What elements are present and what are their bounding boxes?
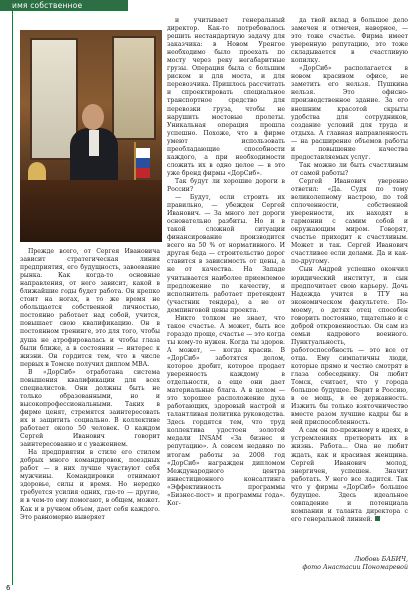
portrait-photo bbox=[20, 30, 162, 242]
photo-person-shirt bbox=[89, 130, 99, 156]
paragraph: «ДорСиб» располагается в новом красивом офисе, не заметить его нельзя. Пушкина нельзя. Это офисно-производственное здание. За его внешним красотой скрыты удобства для сотрудников, создание условий для труда и отдыха. А главная направленность — на расширение объемов работы и повышение качества предоставляемых услуг. bbox=[291, 65, 408, 161]
section-label: имя собственное bbox=[0, 0, 128, 11]
article-column-1 bbox=[20, 248, 160, 566]
paragraph: — Будут, если строить их правильно, — убежден Сергей Иванович. — За много лет дороги основательно разбиты. Но и в такой сложной ситуации финансирование производится всего на 50 % от нормативного. И другая беда — строительство дорог ставится в зависимость от цены, а не от качества. На Западе учитывается наиболее приемлемое предложение по качеству, и исполнитель работает претендент (участник тендера), а не от демпинговой цены проекта. bbox=[167, 194, 285, 314]
photo-person-head bbox=[82, 104, 104, 130]
paragraph: Так можно ли быть счастливым от самой работы? bbox=[291, 161, 408, 177]
photo-credit: фото Анастасии Пономаревой bbox=[302, 564, 408, 571]
paragraph: Сергей Иванович уверенно ответил: «Да. Судя по тому великолепному настрою, по той сплоченности, собственной уверенности, их находят в гармонии с самим собой и окружающим миром. Говорят, счастье приходит к счастливым. Может и так. Сергей Иванович счастливее если делами. Да и как-по-другому. bbox=[291, 177, 408, 266]
paragraph: да твой вклад в большое дело замечен и отмечен, наверное, — это тоже счастье. Фирма имеет уверенную репутацию, это тоже складывается в счастливую копилку. bbox=[291, 17, 408, 65]
paragraph: Сын Андрей успешно окончил юридический институт, и сын предпочитает свою карьеру. Дочь Надежда учится в ТГУ на экономическом факультете. По-моему, о детях отец способен говорить постоянно, тщательно и с доброй откровенностью. Он сам из семьи кадрового военного. Пунктуальность, работоспособность — это все от отца. Ему симпатичны люди, которые прямо и честно смотрят в глаза собеседнику. Он любит Томск, считает, что у города большое будущее. Верит в Россию, в ее мощь, в ее державность. Изжить бы только взяточничество вместе разом лучшие кадры бы в ней приспособленность. bbox=[291, 266, 408, 427]
paragraph: Никто толком не знает, что такое счастье. А может, быть все гораздо проще, счастье — это когда ты кому-то нужен. Когда ты здоров. А может, — когда красив. В «ДорСиб» заботятся делом, которое дробит, которое продает уверенность каждому в отдельности, а еще они дает материальные блага. А в целом — это хорошее расположение духа работающих, здоровый настрой и талантливая политика руководства. Здесь гордятся тем, что труд коллектива удостоен золотой медали INSAM «За бизнес и репутацию». А совсем недавно по итогам работы за 2008 год «ДорСиб» награжден дипломом Международного центра инвестиционного консалтинга «Эффективность программы «Бизнес-пост» и программы года». Ког- bbox=[167, 314, 285, 507]
page-number: 6 bbox=[6, 584, 11, 592]
header-bar bbox=[0, 0, 413, 11]
paragraph: Прежде всего, от Сергея Ивановича зависит стратегическая линия предприятия, его будущность, завоевание рынка. Как когда-то основные направления, от него зависит, какой в ближайшие годы будет работа. Он крепко стоит на ногах, в то же время не обольщается собственной личностью, постоянно работает над собой, учится, повышает свою квалификацию. Он в постоянном тренинге, это для того, чтобы душа не атрофировалась и чтобы глаза были ближе, а в состоянии — интерес к жизни. Он гордится тем, что в числе первых в Томске получил диплом МВА. bbox=[20, 248, 160, 368]
photo-lamp bbox=[28, 162, 46, 182]
left-margin-rule bbox=[12, 11, 13, 585]
paragraph: и учитывает генеральный директор. Как-то потребовалось решить нестандартную задачу для заказчика: в Новом Уренгое необходимо было проехать по мосту через реку негабаритные грузы. Операция была с большим риском и для моста, и для перевозчика. Пришлось рассчитать и спроектировать специальное транспортное средство для перевозки груза, чтобы не нарушить мостовые пролеты. Уникальная операция прошла успешно. Похоже, что в фирме умеют использовать преобладающие способности каждого, а при необходимости сложить их в одно целое — в это уже бренд фирмы «ДорСиб». bbox=[167, 17, 285, 177]
paragraph: А сам он по-прежнему в идеях, в устремлениях претворить их в жизнь. Работа... Она не любит ждать, как и красивая женщина. Сергей Иванович молод, энергичен, успешен. Значит работать. У него все ладится. Так что у фирмы «ДорСиб» большое будущее. Здесь идеальное совпадение и потенциала компании и таланта директора с его генеральной линией. bbox=[291, 427, 408, 523]
article-column-3 bbox=[291, 17, 408, 565]
photo-desk bbox=[20, 180, 162, 242]
paragraph: На предприятии в стиле его стилем добрых много командировок, поездных работ — в них лучше чувствуют себя мужчины. Командировки отнимают здоровье, силы и время. Но нередко требуется усилия одних, где-то — другие, и в чем-то ему помогают, в общем, может. Как и в ручном объем, дает себя каждого. Это равномерно выверяет bbox=[20, 449, 160, 521]
paragraph: В «ДорСиб» отработана система повышения квалификации для всех специалистов. Они должны быть не только образованными, но и высокопрофессиональными. Таких в фирме ценят, стремятся заинтересовать их и защитить социально. В коллективе работает около 50 человек. О каждом Сергей Иванович говорит заинтересованно и с уважением. bbox=[20, 368, 160, 449]
paragraph: Так будут ли хорошие дороги в России? bbox=[167, 177, 285, 193]
author-name: Любовь БАБИЧ, bbox=[354, 556, 408, 563]
article-column-2 bbox=[167, 17, 285, 565]
end-of-article-marker bbox=[375, 516, 380, 521]
article-signature bbox=[291, 556, 408, 572]
photo-flag bbox=[136, 148, 150, 178]
photo-window-right bbox=[112, 36, 156, 140]
